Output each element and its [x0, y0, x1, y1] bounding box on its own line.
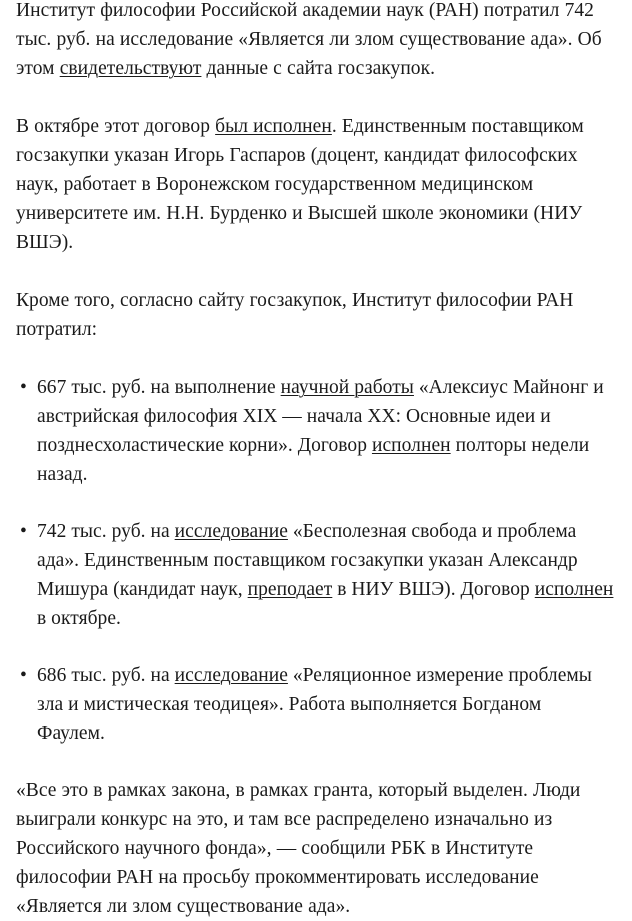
- inline-link[interactable]: исполнен: [371, 435, 451, 456]
- inline-link[interactable]: исполнен: [534, 579, 614, 600]
- paragraph-intro: Институт философии Российской академии наук (РАН) потратил 742 тыс. руб. на исследование «Является ли злом существование ада». Об этом свидетельствуют данные с сайта госзакупок.: [16, 0, 602, 79]
- bullet-icon: •: [20, 377, 27, 398]
- list-item-text: 686 тыс. руб. на исследование «Реляционное измерение проблемы зла и мистическая теодицея». Работа выполняется Богданом Фаулем.: [37, 665, 592, 744]
- inline-link[interactable]: научной работы: [280, 377, 414, 398]
- inline-link[interactable]: свидетельствуют: [59, 58, 202, 79]
- list-item: [16, 373, 614, 489]
- bullet-icon: •: [20, 521, 27, 542]
- paragraph-list-intro: Кроме того, согласно сайту госзакупок, Институт философии РАН потратил:: [16, 290, 574, 340]
- list-item: [16, 517, 614, 633]
- list-item-text: 667 тыс. руб. на выполнение научной работы «Алексиус Майнонг и австрийская философия XIX — начала XX: Основные идеи и позднесхоластические корни». Договор исполнен полторы недели назад.: [37, 377, 604, 485]
- inline-link[interactable]: был исполнен: [215, 116, 332, 137]
- inline-link[interactable]: исследование: [174, 521, 288, 542]
- spending-list: [16, 373, 614, 748]
- paragraph-institute-comment: «Все это в рамках закона, в рамках гранта, который выделен. Люди выиграли конкурс на это, и там все распределено изначально из Российского научного фонда», — сообщили РБК в Институте философии РАН на просьбу прокомментировать исследование «Является ли злом существование ада».: [16, 780, 581, 917]
- list-item: [16, 661, 614, 748]
- bullet-icon: •: [20, 665, 27, 686]
- list-item-text: 742 тыс. руб. на исследование «Бесполезная свобода и проблема ада». Единственным поставщиком госзакупки указан Александр Мишура (кандидат наук, преподает в НИУ ВШЭ). Договор исполнен в октябре.: [37, 521, 614, 629]
- inline-link[interactable]: исследование: [174, 665, 288, 686]
- paragraph-contract-october: В октябре этот договор был исполнен. Единственным поставщиком госзакупки указан Игорь Гаспаров (доцент, кандидат философских наук, работает в Воронежском государственном медицинском университете им. Н.Н. Бурденко и Высшей школе экономики (НИУ ВШЭ).: [16, 116, 584, 253]
- inline-link[interactable]: преподает: [247, 579, 333, 600]
